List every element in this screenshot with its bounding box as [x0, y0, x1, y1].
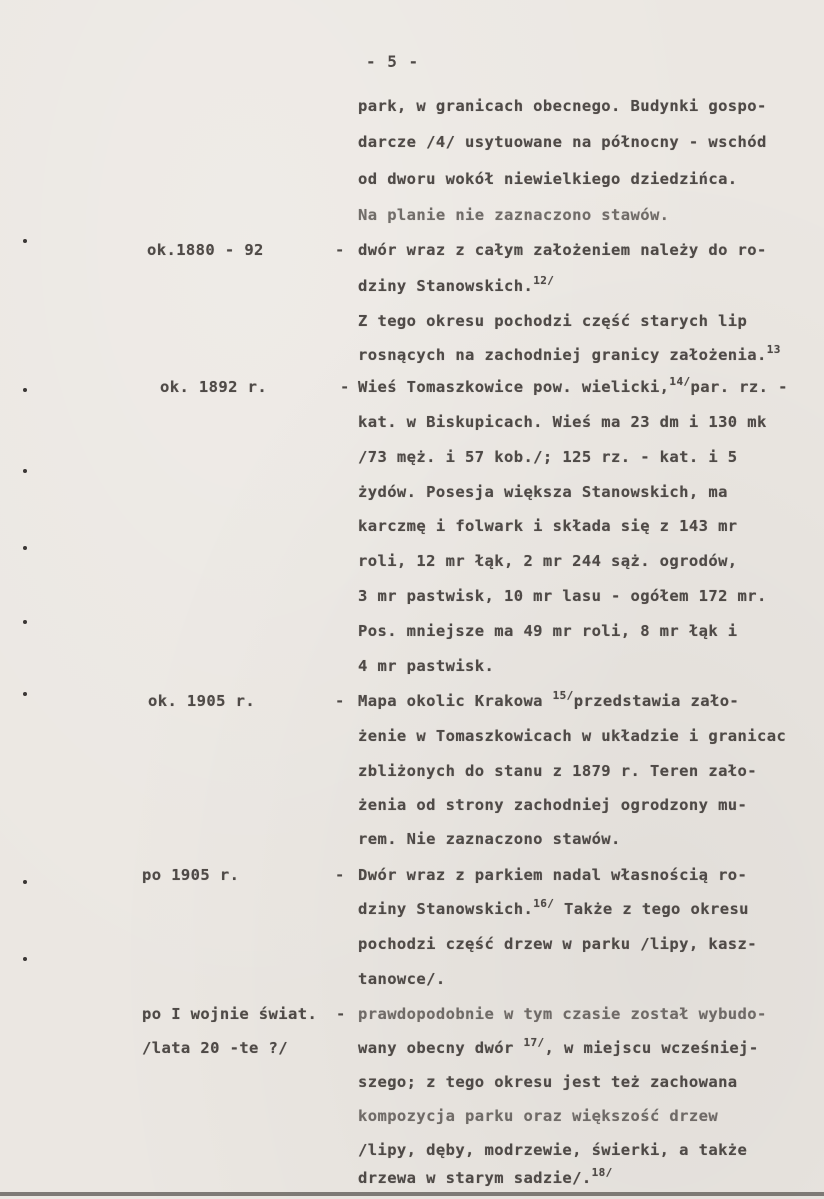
footnote-ref: 13 — [766, 343, 781, 356]
text-fragment: przedstawia zało- — [573, 692, 740, 710]
binder-hole-mark — [23, 239, 27, 243]
text-fragment: Także z tego okresu — [564, 900, 749, 918]
text-line: prawdopodobnie w tym czasie został wybudo- — [358, 1005, 767, 1023]
text-fragment: Mapa okolic Krakowa — [358, 692, 543, 710]
text-line: Dwór wraz z parkiem nadal własnością ro- — [358, 866, 748, 884]
text-line: pochodzi część drzew w parku /lipy, kasz- — [358, 935, 758, 953]
date-label: po 1905 r. — [142, 866, 240, 884]
date-label: ok. 1905 r. — [148, 692, 256, 710]
text-line — [358, 377, 788, 397]
text-line: żydów. Posesja większa Stanowskich, ma — [358, 483, 728, 501]
text-line: kompozycja parku oraz większość drzew — [358, 1107, 719, 1125]
date-label: ok. 1892 r. — [160, 378, 268, 396]
text-line: tanowce/. — [358, 970, 446, 988]
binder-hole-mark — [23, 620, 27, 624]
page-number: - 5 - — [366, 52, 420, 71]
text-line: dwór wraz z całym założeniem należy do ro- — [358, 241, 767, 259]
date-label: /lata 20 -te ?/ — [142, 1039, 288, 1057]
footnote-ref: 15/ — [552, 689, 574, 702]
text-line: żenie w Tomaszkowicach w układzie i granicac — [358, 727, 787, 745]
binder-hole-mark — [23, 546, 27, 550]
text-line: roli, 12 mr łąk, 2 mr 244 sąż. ogrodów, — [358, 552, 738, 570]
text-fragment: , w miejscu wcześniej- — [544, 1039, 759, 1057]
text-line: 3 mr pastwisk, 10 mr lasu - ogółem 172 mr. — [358, 587, 767, 605]
text-fragment: dziny Stanowskich. — [358, 900, 534, 918]
entry-dash: - — [336, 1005, 346, 1023]
text-line: żenia od strony zachodniej ogrodzony mu- — [358, 796, 748, 814]
entry-dash: - — [335, 241, 345, 259]
footnote-ref: 16/ — [533, 897, 555, 910]
text-line: /73 męż. i 57 kob./; 125 rz. - kat. i 5 — [358, 448, 738, 466]
footnote-ref: 14/ — [669, 375, 691, 388]
text-fragment: dziny Stanowskich. — [358, 277, 534, 295]
text-line: Z tego okresu pochodzi część starych lip — [358, 312, 748, 330]
footnote-ref: 18/ — [591, 1166, 613, 1179]
text-line — [358, 691, 739, 711]
text-line — [358, 345, 781, 365]
binder-hole-mark — [23, 469, 27, 473]
binder-hole-mark — [23, 880, 27, 884]
binder-hole-mark — [23, 388, 27, 392]
text-line: darcze /4/ usytuowane na północny - wschód — [358, 133, 767, 151]
binder-hole-mark — [23, 957, 27, 961]
entry-dash: - — [335, 692, 345, 710]
entry-dash: - — [335, 866, 345, 884]
date-label: ok.1880 - 92 — [147, 241, 264, 259]
text-line: Na planie nie zaznaczono stawów. — [358, 206, 670, 224]
text-line — [358, 1168, 613, 1188]
text-fragment: rosnących na zachodniej granicy założenia. — [358, 346, 767, 364]
text-fragment: par. rz. - — [690, 378, 788, 396]
footnote-ref: 17/ — [523, 1036, 545, 1049]
text-fragment: wany obecny dwór — [358, 1039, 514, 1057]
date-label: po I wojnie świat. — [142, 1005, 318, 1023]
text-line — [358, 276, 554, 296]
text-line: /lipy, dęby, modrzewie, świerki, a także — [358, 1141, 748, 1159]
entry-dash: - — [340, 378, 350, 396]
binder-hole-mark — [23, 692, 27, 696]
footnote-ref: 12/ — [533, 274, 555, 287]
text-line — [358, 899, 749, 919]
text-line: od dworu wokół niewielkiego dziedzińca. — [358, 170, 738, 188]
text-line: zbliżonych do stanu z 1879 r. Teren zało- — [358, 762, 758, 780]
text-line: Pos. mniejsze ma 49 mr roli, 8 mr łąk i — [358, 622, 738, 640]
text-line — [358, 1038, 759, 1058]
text-fragment: Wieś Tomaszkowice pow. wielicki, — [358, 378, 670, 396]
page-bottom-edge — [0, 1192, 824, 1196]
text-line: szego; z tego okresu jest też zachowana — [358, 1073, 738, 1091]
text-line: kat. w Biskupicach. Wieś ma 23 dm i 130 mk — [358, 413, 767, 431]
text-line: park, w granicach obecnego. Budynki gospo- — [358, 97, 767, 115]
text-line: rem. Nie zaznaczono stawów. — [358, 830, 621, 848]
text-line: 4 mr pastwisk. — [358, 657, 495, 675]
text-line: karczmę i folwark i składa się z 143 mr — [358, 517, 738, 535]
text-fragment: drzewa w starym sadzie/. — [358, 1169, 592, 1187]
